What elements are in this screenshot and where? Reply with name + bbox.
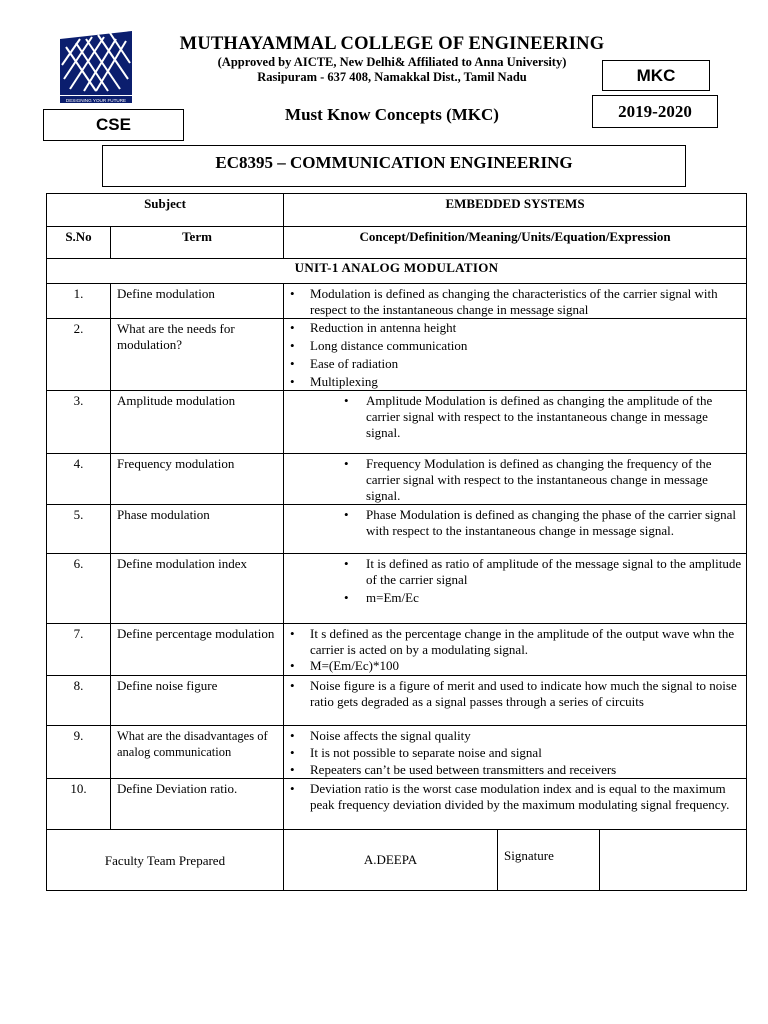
subject-value: EMBEDDED SYSTEMS (284, 194, 747, 227)
concept-point: • m=Em/Ec (284, 590, 742, 606)
concept-point: • Phase Modulation is defined as changing the phase of the carrier signal with respect to the instantaneous change in message signal. (284, 507, 742, 539)
table-row (47, 505, 747, 554)
row-sno: 7. (47, 624, 111, 676)
col-concept: Concept/Definition/Meaning/Units/Equation/Expression (284, 227, 747, 259)
row-term: Amplitude modulation (111, 391, 284, 454)
unit-row (47, 259, 747, 284)
row-term: Phase modulation (111, 505, 284, 554)
document-title: Must Know Concepts (MKC) (285, 105, 499, 124)
row-sno: 5. (47, 505, 111, 554)
row-term: What are the disadvantages of analog communication (111, 726, 284, 779)
row-term: Define noise figure (111, 676, 284, 726)
col-sno: S.No (47, 227, 111, 259)
concept-point: • Noise figure is a figure of merit and used to indicate how much the signal to noise ratio gets degraded as a signal passes through a series of circuits (284, 678, 742, 710)
concept-point: • Ease of radiation (284, 356, 742, 372)
concept-point: • Repeaters can’t be used between transmitters and receivers (284, 762, 742, 778)
table-row (47, 726, 747, 779)
row-term: Define percentage modulation (111, 624, 284, 676)
address-line: Rasipuram - 637 408, Namakkal Dist., Tamil Nadu (257, 70, 527, 84)
concept-point: • Amplitude Modulation is defined as changing the amplitude of the carrier signal with respect to the instantaneous change in message signal. (284, 393, 742, 441)
table-row (47, 391, 747, 454)
row-term: Define modulation index (111, 554, 284, 624)
table-row (47, 779, 747, 830)
concept-point: • Noise affects the signal quality (284, 728, 742, 744)
subject-row (47, 194, 747, 227)
row-sno: 4. (47, 454, 111, 505)
footer-right (284, 830, 747, 891)
logo-caption: DESIGNING YOUR FUTURE (65, 98, 127, 103)
row-term: Frequency modulation (111, 454, 284, 505)
row-concept (284, 391, 747, 454)
table-row (47, 624, 747, 676)
approval-line: (Approved by AICTE, New Delhi& Affiliated to Anna University) (217, 55, 567, 69)
row-concept (284, 676, 747, 726)
unit-title: UNIT-1 ANALOG MODULATION (47, 259, 747, 284)
department-box: CSE (43, 109, 184, 141)
concept-point: • Long distance communication (284, 338, 742, 354)
concept-point: • Modulation is defined as changing the characteristics of the carrier signal with respect to the instantaneous change in message signal (284, 286, 742, 318)
row-sno: 1. (47, 284, 111, 319)
row-concept (284, 284, 747, 319)
column-header-row (47, 227, 747, 259)
row-concept (284, 624, 747, 676)
col-term: Term (111, 227, 284, 259)
row-sno: 9. (47, 726, 111, 779)
row-sno: 6. (47, 554, 111, 624)
table-row (47, 676, 747, 726)
row-sno: 8. (47, 676, 111, 726)
concept-point: • Reduction in antenna height (284, 320, 742, 336)
row-concept (284, 726, 747, 779)
college-name: MUTHAYAMMAL COLLEGE OF ENGINEERING (179, 34, 605, 54)
row-concept (284, 505, 747, 554)
year-box: 2019-2020 (592, 95, 718, 128)
course-title-box: EC8395 – COMMUNICATION ENGINEERING (102, 145, 686, 187)
mkc-table (46, 193, 747, 891)
college-logo (56, 17, 136, 105)
concept-point: • Multiplexing (284, 374, 742, 390)
faculty-name: A.DEEPA (284, 830, 498, 890)
row-concept (284, 554, 747, 624)
row-term: What are the needs for modulation? (111, 319, 284, 391)
table-row (47, 454, 747, 505)
row-sno: 3. (47, 391, 111, 454)
footer-row (47, 830, 747, 891)
concept-point: • It is not possible to separate noise and signal (284, 745, 742, 761)
row-concept (284, 779, 747, 830)
concept-point: • Frequency Modulation is defined as changing the frequency of the carrier signal with respect to the instantaneous change in message signal. (284, 456, 742, 504)
concept-point: • It s defined as the percentage change in the amplitude of the output wave whn the carrier is acted on by a modulating signal. (284, 626, 742, 658)
row-sno: 10. (47, 779, 111, 830)
row-term: Define Deviation ratio. (111, 779, 284, 830)
signature-label: Signature (498, 830, 600, 890)
table-row (47, 284, 747, 319)
row-term: Define modulation (111, 284, 284, 319)
concept-point: • M=(Em/Ec)*100 (284, 658, 742, 674)
mkc-badge: MKC (602, 60, 710, 91)
row-concept (284, 319, 747, 391)
row-concept (284, 454, 747, 505)
concept-point: • It is defined as ratio of amplitude of the message signal to the amplitude of the carrier signal (284, 556, 742, 588)
concept-point: • Deviation ratio is the worst case modulation index and is equal to the maximum peak frequency deviation divided by the maximum modulating signal frequency. (284, 781, 742, 813)
faculty-label: Faculty Team Prepared (47, 830, 284, 891)
subject-label: Subject (47, 194, 284, 227)
row-sno: 2. (47, 319, 111, 391)
table-row (47, 319, 747, 391)
table-row (47, 554, 747, 624)
